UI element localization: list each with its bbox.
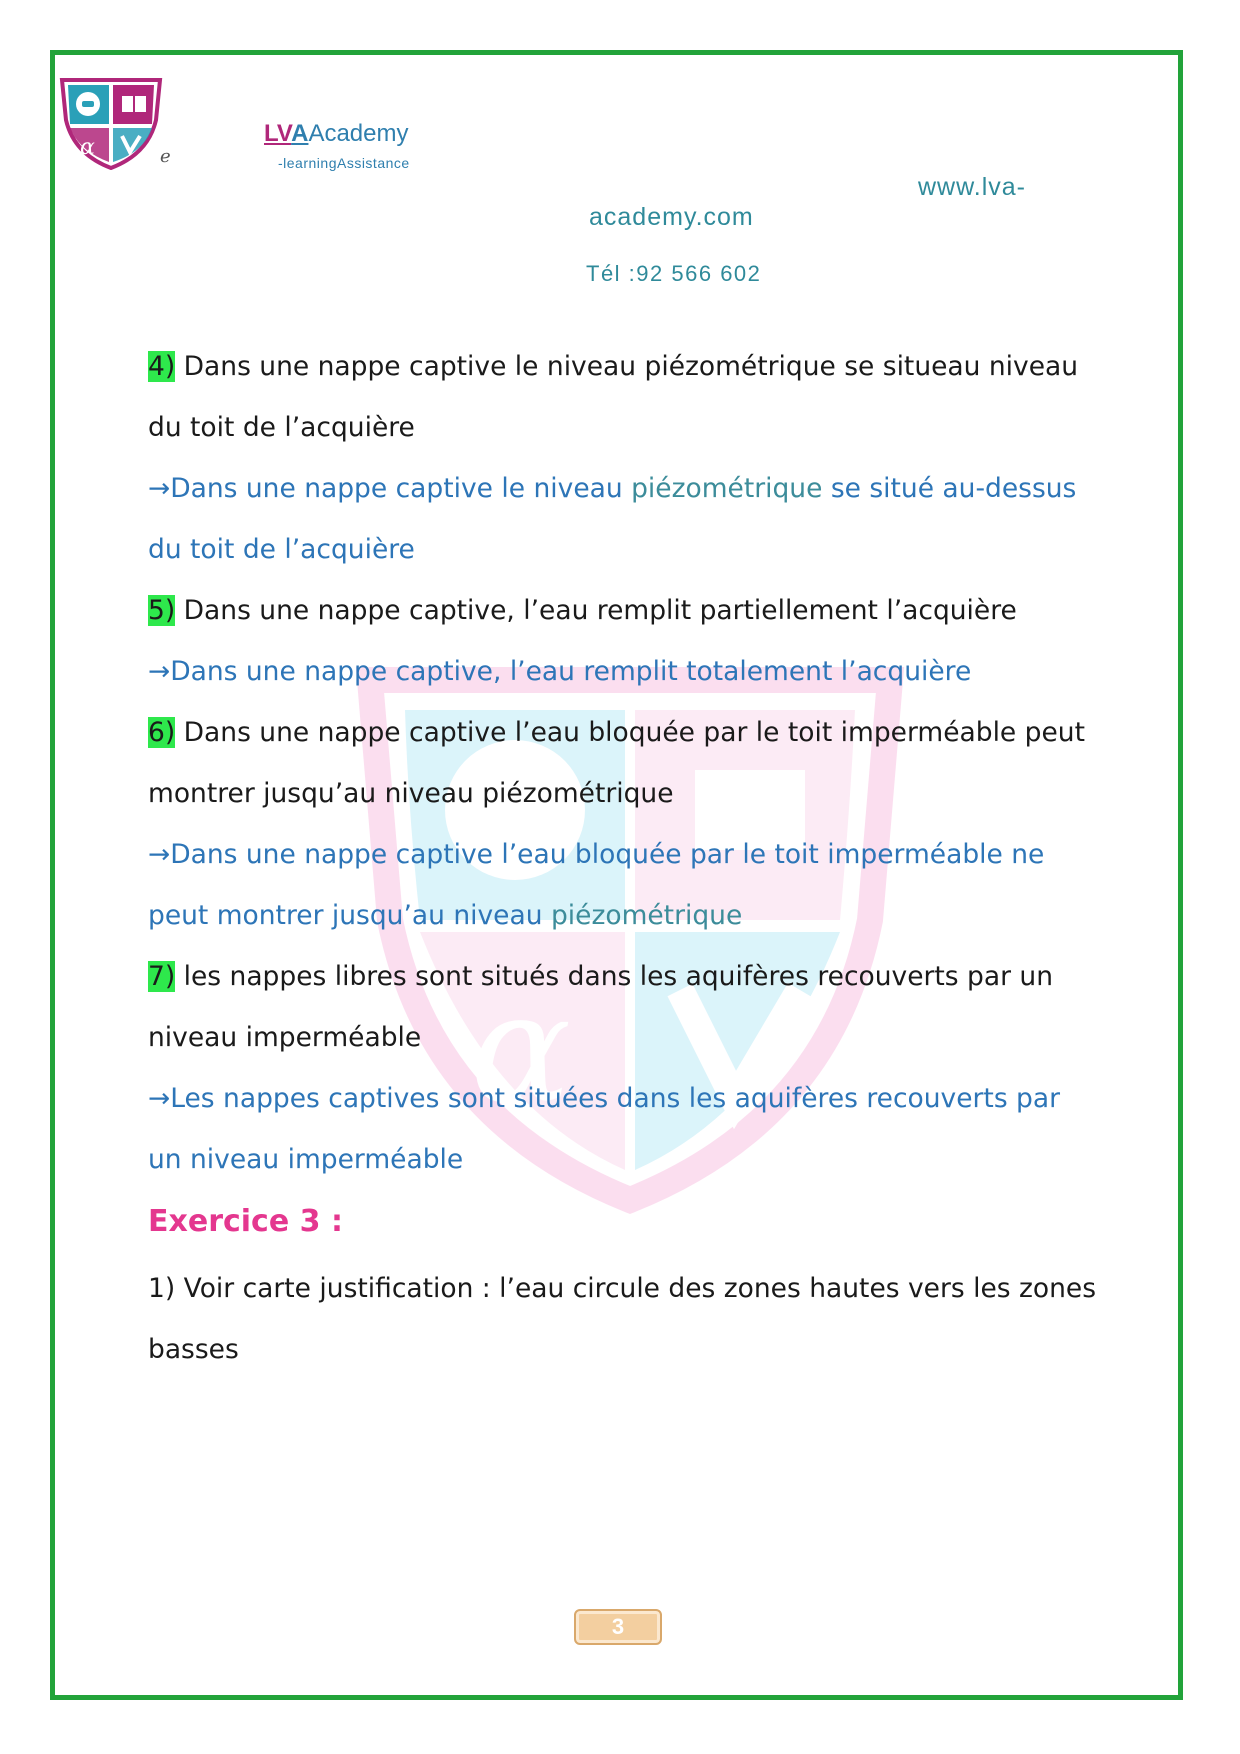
lva-academy-logo-icon [58,76,164,170]
item-6-statement: 6) Dans une nappe captive l’eau bloquée par le toit imperméable peut montrer jusqu’au niveau piézométrique [148,717,1085,809]
item-4-statement: 4) Dans une nappe captive le niveau piézométrique se situeau niveau du toit de l’acquière [148,351,1079,443]
item-7-statement: 7) les nappes libres sont situés dans les aquifères recouverts par un niveau imperméable [148,961,1053,1053]
exercise-heading: Exercice 3 : [148,1204,343,1239]
item-5-statement: 5) Dans une nappe captive, l’eau remplit partiellement l’acquière [148,595,1017,626]
brand-name: LVAAcademy [264,120,409,147]
item-6-answer: →Dans une nappe captive l’eau bloquée par le toit imperméable ne peut montrer jusqu’au niveau piézométrique [148,839,1045,931]
svg-text:α: α [80,135,95,160]
exercise-answer-1: 1) Voir carte justification : l’eau circule des zones hautes vers les zones basses [148,1273,1097,1365]
document-body [148,336,1098,1380]
logo-mark: e [160,146,171,167]
item-7-answer: →Les nappes captives sont situées dans les aquifères recouverts par un niveau imperméable [148,1083,1060,1175]
website-line-1: www.lva- [918,173,1027,201]
website-line-2: academy.com [589,203,754,231]
page-number: 3 [574,1609,662,1645]
item-4-answer: →Dans une nappe captive le niveau piézométrique se situé au-dessus du toit de l’acquière [148,473,1077,565]
phone-number: Tél :92 566 602 [586,261,762,286]
item-5-answer: →Dans une nappe captive, l’eau remplit totalement l’acquière [148,656,972,687]
svg-text:α: α [470,962,572,1136]
brand-tagline: -learningAssistance [278,155,410,171]
